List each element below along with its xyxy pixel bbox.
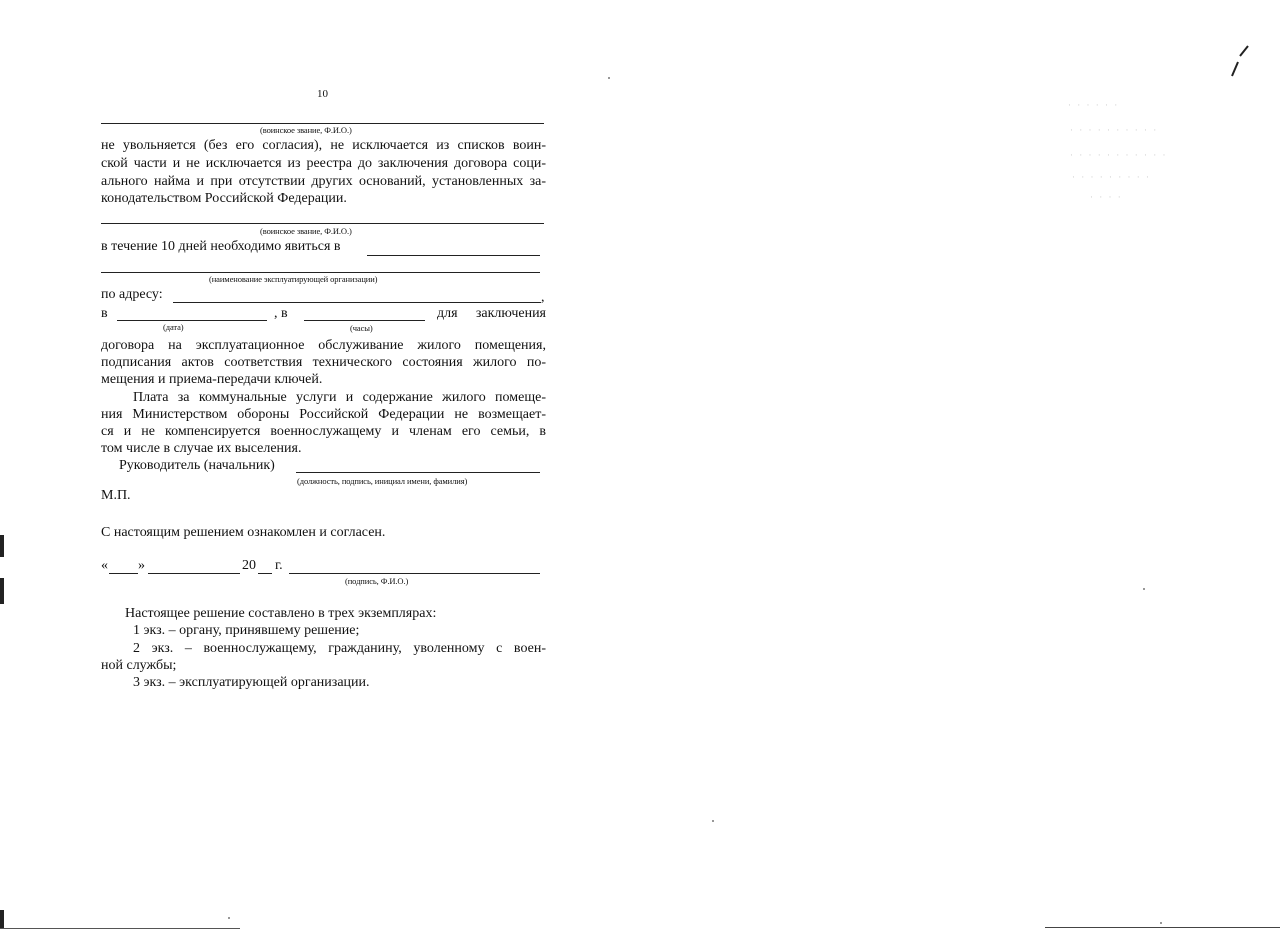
day-line — [109, 573, 138, 574]
para2-line-3: мещения и приема-передачи ключей. — [101, 372, 323, 387]
year-line — [258, 573, 272, 574]
close-quote: » — [138, 558, 145, 573]
scan-edge-mark-1 — [0, 535, 4, 557]
acquainted-text: С настоящим решением ознакомлен и согласен. — [101, 525, 386, 540]
within-days-text: в течение 10 дней необходимо явиться в — [101, 239, 341, 254]
in-label-1: в — [101, 306, 108, 321]
scan-bottom-edge — [1045, 927, 1280, 928]
hours-line — [304, 320, 425, 321]
para2-line-2: подписания актов соответствия технического состояния жилого по- — [101, 355, 546, 370]
address-line — [173, 302, 541, 303]
caption-hours: (часы) — [350, 323, 373, 333]
rank-name-line-2 — [101, 223, 544, 224]
para3-line-1: Плата за коммунальные услуги и содержание жилого помеще- — [133, 390, 546, 405]
para1-line-1: не увольняется (без его согласия), не исключается из списков воин- — [101, 138, 546, 153]
caption-position-signature: (должность, подпись, инициал имени, фамилия) — [297, 476, 468, 486]
caption-rank-name-1: (воинское звание, Ф.И.О.) — [260, 125, 352, 135]
org-name-line — [101, 272, 540, 273]
scan-speck — [1160, 922, 1162, 924]
para1-line-2: ской части и не исключается из реестра до заключения договора соци- — [101, 156, 546, 171]
copy-1: 1 экз. – органу, принявшему решение; — [133, 623, 360, 638]
para1-line-4: конодательством Российской Федерации. — [101, 191, 347, 206]
year-prefix: 20 — [242, 558, 256, 573]
pen-mark-icon — [1226, 42, 1256, 82]
stamp-label: М.П. — [101, 488, 131, 503]
scan-speck — [608, 77, 610, 79]
caption-date: (дата) — [163, 322, 184, 332]
scan-edge-mark-3 — [0, 910, 4, 928]
address-comma: , — [541, 290, 545, 305]
bleed-through-texture: · · · · · · · · · — [1072, 172, 1151, 182]
year-suffix: г. — [275, 558, 283, 573]
copy-2-line-1: 2 экз. – военнослужащему, гражданину, уволенному с воен- — [133, 641, 546, 656]
rank-name-line-1 — [101, 123, 544, 124]
copies-intro: Настоящее решение составлено в трех экземплярах: — [125, 606, 437, 621]
page-number: 10 — [317, 88, 328, 100]
scan-speck — [1143, 588, 1145, 590]
open-quote: « — [101, 558, 108, 573]
caption-org-name: (наименование эксплуатирующей организации) — [209, 274, 378, 284]
para1-line-3: ального найма и при отсутствии других оснований, установленных за- — [101, 174, 546, 189]
scan-bottom-edge-left — [0, 928, 240, 929]
caption-rank-name-2: (воинское звание, Ф.И.О.) — [260, 226, 352, 236]
address-label: по адресу: — [101, 287, 163, 302]
copy-3: 3 экз. – эксплуатирующей организации. — [133, 675, 370, 690]
bleed-through-texture: · · · · · · · · · · — [1070, 125, 1159, 135]
appear-at-line — [367, 255, 540, 256]
caption-signature-name: (подпись, Ф.И.О.) — [345, 576, 409, 586]
para3-line-3: ся и не компенсируется военнослужащему и членам его семьи, в — [101, 424, 546, 439]
copy-2-line-2: ной службы; — [101, 658, 177, 673]
scan-speck — [712, 820, 714, 822]
scan-edge-mark-2 — [0, 578, 4, 604]
bleed-through-texture: · · · · · · — [1068, 100, 1120, 110]
bleed-through-texture: · · · · · · · · · · · — [1070, 150, 1168, 160]
month-line — [148, 573, 240, 574]
in-label-2: , в — [274, 306, 288, 321]
scan-speck — [228, 917, 230, 919]
for-conclusion-text: для заключения — [437, 306, 546, 321]
date-line — [117, 320, 267, 321]
signature-line — [289, 573, 540, 574]
para3-line-2: ния Министерством обороны Российской Федерации не возмещает- — [101, 407, 546, 422]
para3-line-4: том числе в случае их выселения. — [101, 441, 302, 456]
para2-line-1: договора на эксплуатационное обслуживание жилого помещения, — [101, 338, 546, 353]
bleed-through-texture: · · · · — [1090, 192, 1123, 202]
head-signature-line — [296, 472, 540, 473]
head-label: Руководитель (начальник) — [119, 458, 275, 473]
